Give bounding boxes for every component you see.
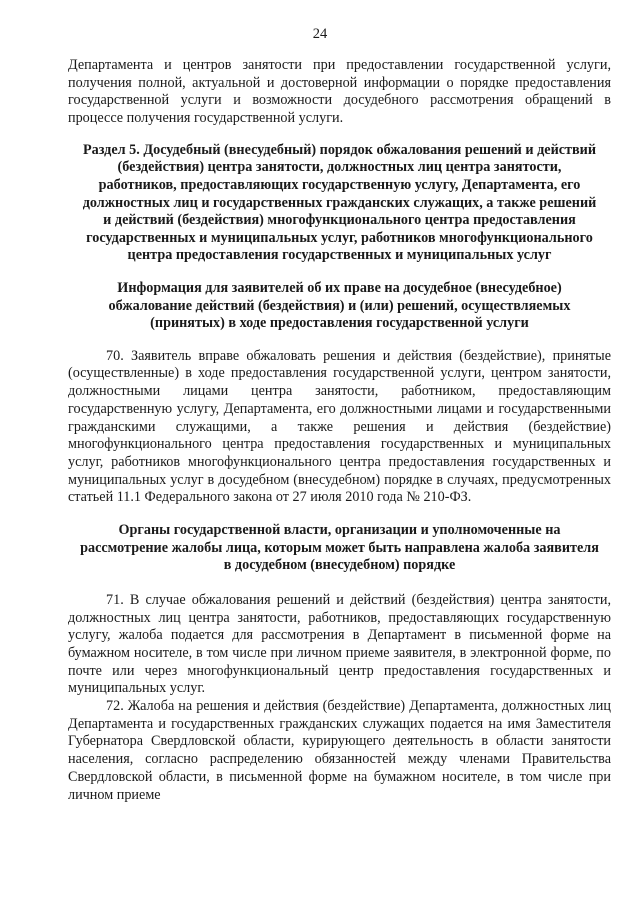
intro-paragraph: Департамента и центров занятости при предоставлении государственной услуги, получения полной, актуальной и достоверной информации о порядке предоставления государственной услуги и возможности досудебного рассмотрения обращений в процессе получения государственной услуги. bbox=[68, 57, 611, 127]
subheading-appeal-rights: Информация для заявителей об их праве на досудебное (внесудебное) обжалование действий (бездействия) и (или) решений, осуществляемых (принятых) в ходе предоставления государственной услуги bbox=[108, 279, 571, 332]
paragraph-72: 72. Жалоба на решения и действия (бездействие) Департамента, должностных лиц Департамента и государственных гражданских служащих подается на имя Заместителя Губернатора Свердловской области, курирующего деятельность в области занятости населения, согласно распределению обязанностей между членами Правительства Свердловской области, в письменной форме на бумажном носителе, в том числе при личном приеме bbox=[68, 698, 611, 803]
section-5-heading: Раздел 5. Досудебный (внесудебный) порядок обжалования решений и действий (бездействия) центра занятости, должностных лиц центра занятости, работников, предоставляющих государственную услугу, Департамента, его должностных лиц и государственных гражданских служащих, а также решений и действий (бездействия) многофункционального центра предоставления государственных и муниципальных услуг, работников многофункционального центра предоставления государственных и муниципальных услуг bbox=[82, 141, 597, 264]
page-number: 24 bbox=[312, 26, 328, 42]
subheading-authorities: Органы государственной власти, организации и уполномоченные на рассмотрение жалобы лица, которым может быть направлена жалоба заявителя в досудебном (внесудебном) порядке bbox=[80, 522, 599, 574]
paragraph-70: 70. Заявитель вправе обжаловать решения и действия (бездействие), принятые (осуществленные) в ходе предоставления государственной услуги, центром занятости, должностными лицами центра занятости, работником, предоставляющим государственную услугу, Департамента, его должностными лицами и государственными гражданскими служащими, а также решения и действия (бездействие) многофункционального центра предоставления государственных и муниципальных услуг, работников многофункционального центра предоставления государственных и муниципальных услуг в досудебном (внесудебном) порядке в случаях, предусмотренных статьей 11.1 Федерального закона от 27 июля 2010 года № 210-ФЗ. bbox=[68, 347, 611, 506]
document-body bbox=[68, 57, 611, 804]
paragraph-71: 71. В случае обжалования решений и действий (бездействия) центра занятости, должностных лиц центра занятости, работников, предоставляющих государственную услугу, жалоба подается для рассмотрения в Департамент в письменной форме на бумажном носителе, в том числе при личном приеме заявителя, в электронной форме, по почте или через многофункциональный центр предоставления государственных и муниципальных услуг. bbox=[68, 591, 611, 697]
